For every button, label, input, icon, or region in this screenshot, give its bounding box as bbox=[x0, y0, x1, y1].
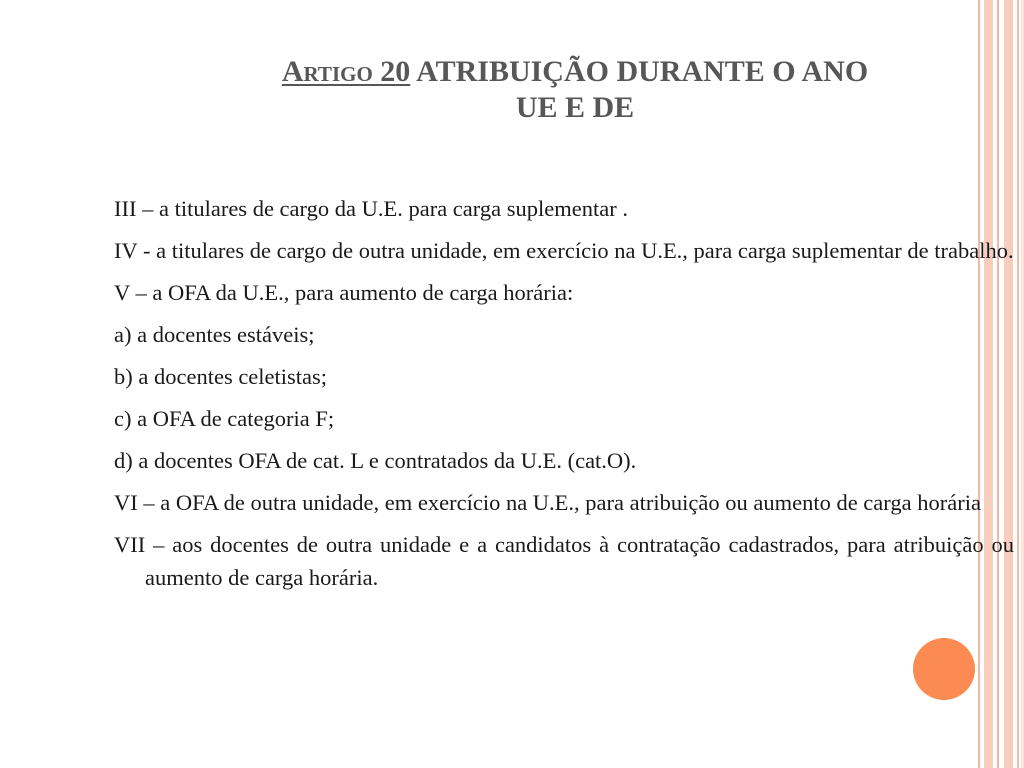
list-item: c) a OFA de categoria F; bbox=[114, 406, 335, 431]
decorative-circle bbox=[913, 638, 975, 700]
slide-title bbox=[190, 54, 960, 126]
list-item: VI – a OFA de outra unidade, em exercício na U.E., para atribuição ou aumento de carga horária bbox=[114, 490, 981, 515]
list-item: V – a OFA da U.E., para aumento de carga horária: bbox=[114, 280, 574, 305]
decorative-stripe bbox=[1017, 0, 1019, 768]
title-text: ATRIBUIÇÃO DURANTE O ANO bbox=[416, 55, 869, 88]
list-item: d) a docentes OFA de cat. L e contratados da U.E. (cat.O). bbox=[114, 448, 637, 473]
list-item: III – a titulares de cargo da U.E. para carga suplementar . bbox=[114, 196, 628, 221]
list-item: b) a docentes celetistas; bbox=[114, 364, 328, 389]
list-item: a) a docentes estáveis; bbox=[114, 322, 315, 347]
list-item: IV - a titulares de cargo de outra unidade, em exercício na U.E., para carga suplementar de trabalho. bbox=[114, 238, 1014, 263]
title-line2: UE E DE bbox=[515, 91, 635, 124]
title-article-link: Artigo 20 bbox=[281, 55, 411, 88]
slide-content bbox=[114, 192, 1014, 603]
list-item: VII – aos docentes de outra unidade e a candidatos à contratação cadastrados, para atribuição ou aumento de carga horária. bbox=[114, 532, 1014, 590]
